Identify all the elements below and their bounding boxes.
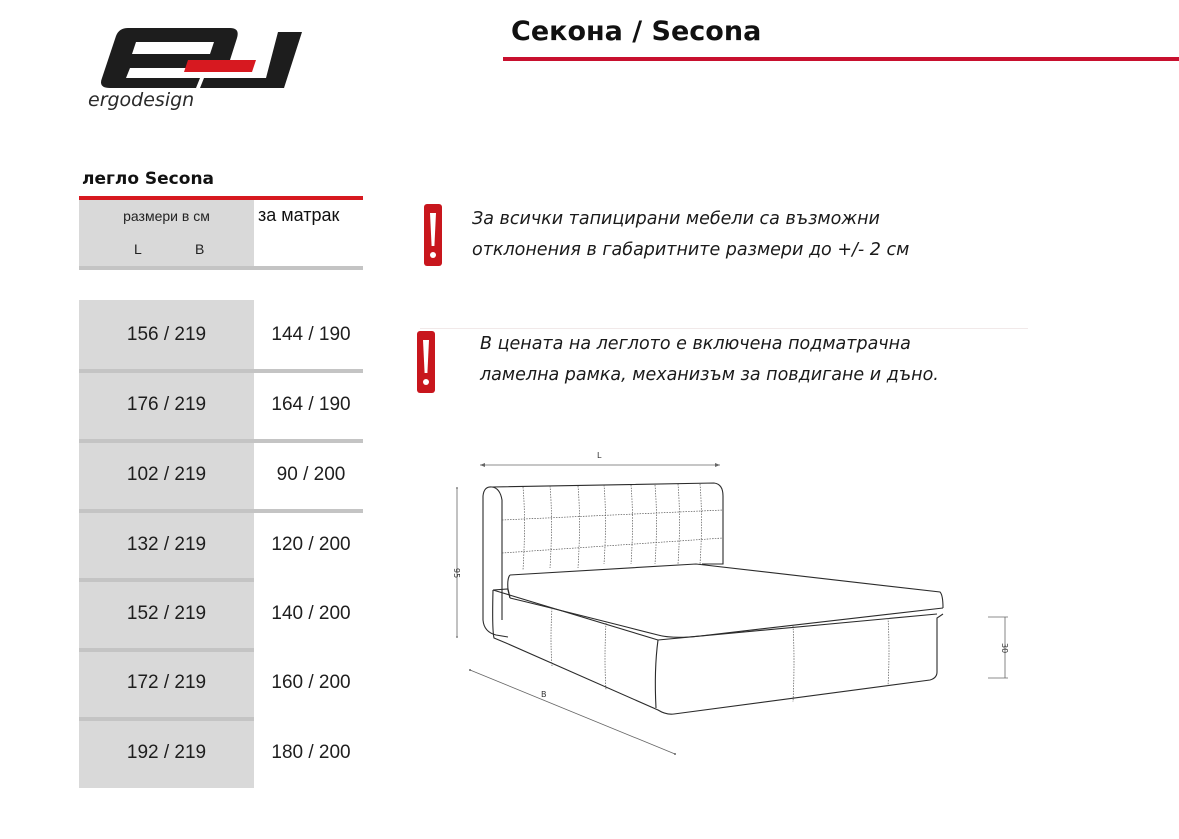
mattress-size-cell: 120 / 200 (271, 534, 351, 555)
bed-size-cell: 152 / 219 (126, 603, 207, 624)
column-header-sizes: размери в см (123, 208, 210, 224)
mattress-size-cell: 140 / 200 (271, 603, 351, 624)
ergodesign-logo (80, 22, 310, 112)
note-deviation (472, 204, 909, 266)
exclamation-icon (424, 204, 442, 266)
logo-text: ergodesign (88, 89, 195, 111)
column-header-L: L (134, 241, 142, 257)
table-heading: легло Secona (82, 169, 215, 189)
note-line: За всички тапицирани мебели са възможни (472, 209, 880, 229)
column-header-B: B (195, 241, 205, 257)
column-header-mattress: за матрак (258, 205, 340, 225)
note-included (480, 329, 939, 391)
dimension-length (480, 451, 720, 467)
bed-size-cell: 156 / 219 (126, 324, 207, 345)
bed-size-cell: 102 / 219 (126, 464, 207, 485)
bed-size-cell: 132 / 219 (126, 534, 207, 555)
dim-label-frame-height: 30 (1000, 643, 1009, 654)
mattress-size-cell: 144 / 190 (271, 324, 351, 345)
note-line: ламелна рамка, механизъм за повдигане и дъно. (480, 365, 939, 385)
dimension-frame-height (988, 617, 1009, 678)
mattress-size-cell: 164 / 190 (271, 394, 351, 415)
note-line: отклонения в габаритните размери до +/- 2 см (472, 240, 910, 260)
dim-label-width: B (541, 690, 547, 699)
bed-size-cell: 192 / 219 (126, 742, 207, 763)
note-line: В цената на леглото е включена подматрачна (480, 334, 911, 354)
table-header-separator (79, 266, 363, 270)
dim-label-height: 95 (452, 568, 461, 579)
bed-illustration (440, 440, 1020, 765)
logo-monogram-icon (80, 22, 310, 112)
exclamation-icon (417, 331, 435, 393)
bed-technical-drawing (440, 440, 1020, 765)
page-title: Секона / Secona (511, 16, 762, 47)
dim-label-length: L (597, 451, 602, 460)
bed-size-cell: 172 / 219 (126, 672, 207, 693)
title-underline (503, 57, 1179, 61)
mattress-size-cell: 160 / 200 (271, 672, 351, 693)
dimension-height (452, 487, 461, 638)
dimension-width (469, 669, 676, 755)
mattress-size-cell: 90 / 200 (276, 464, 346, 485)
mattress-size-cell: 180 / 200 (271, 742, 351, 763)
bed-size-cell: 176 / 219 (126, 394, 207, 415)
